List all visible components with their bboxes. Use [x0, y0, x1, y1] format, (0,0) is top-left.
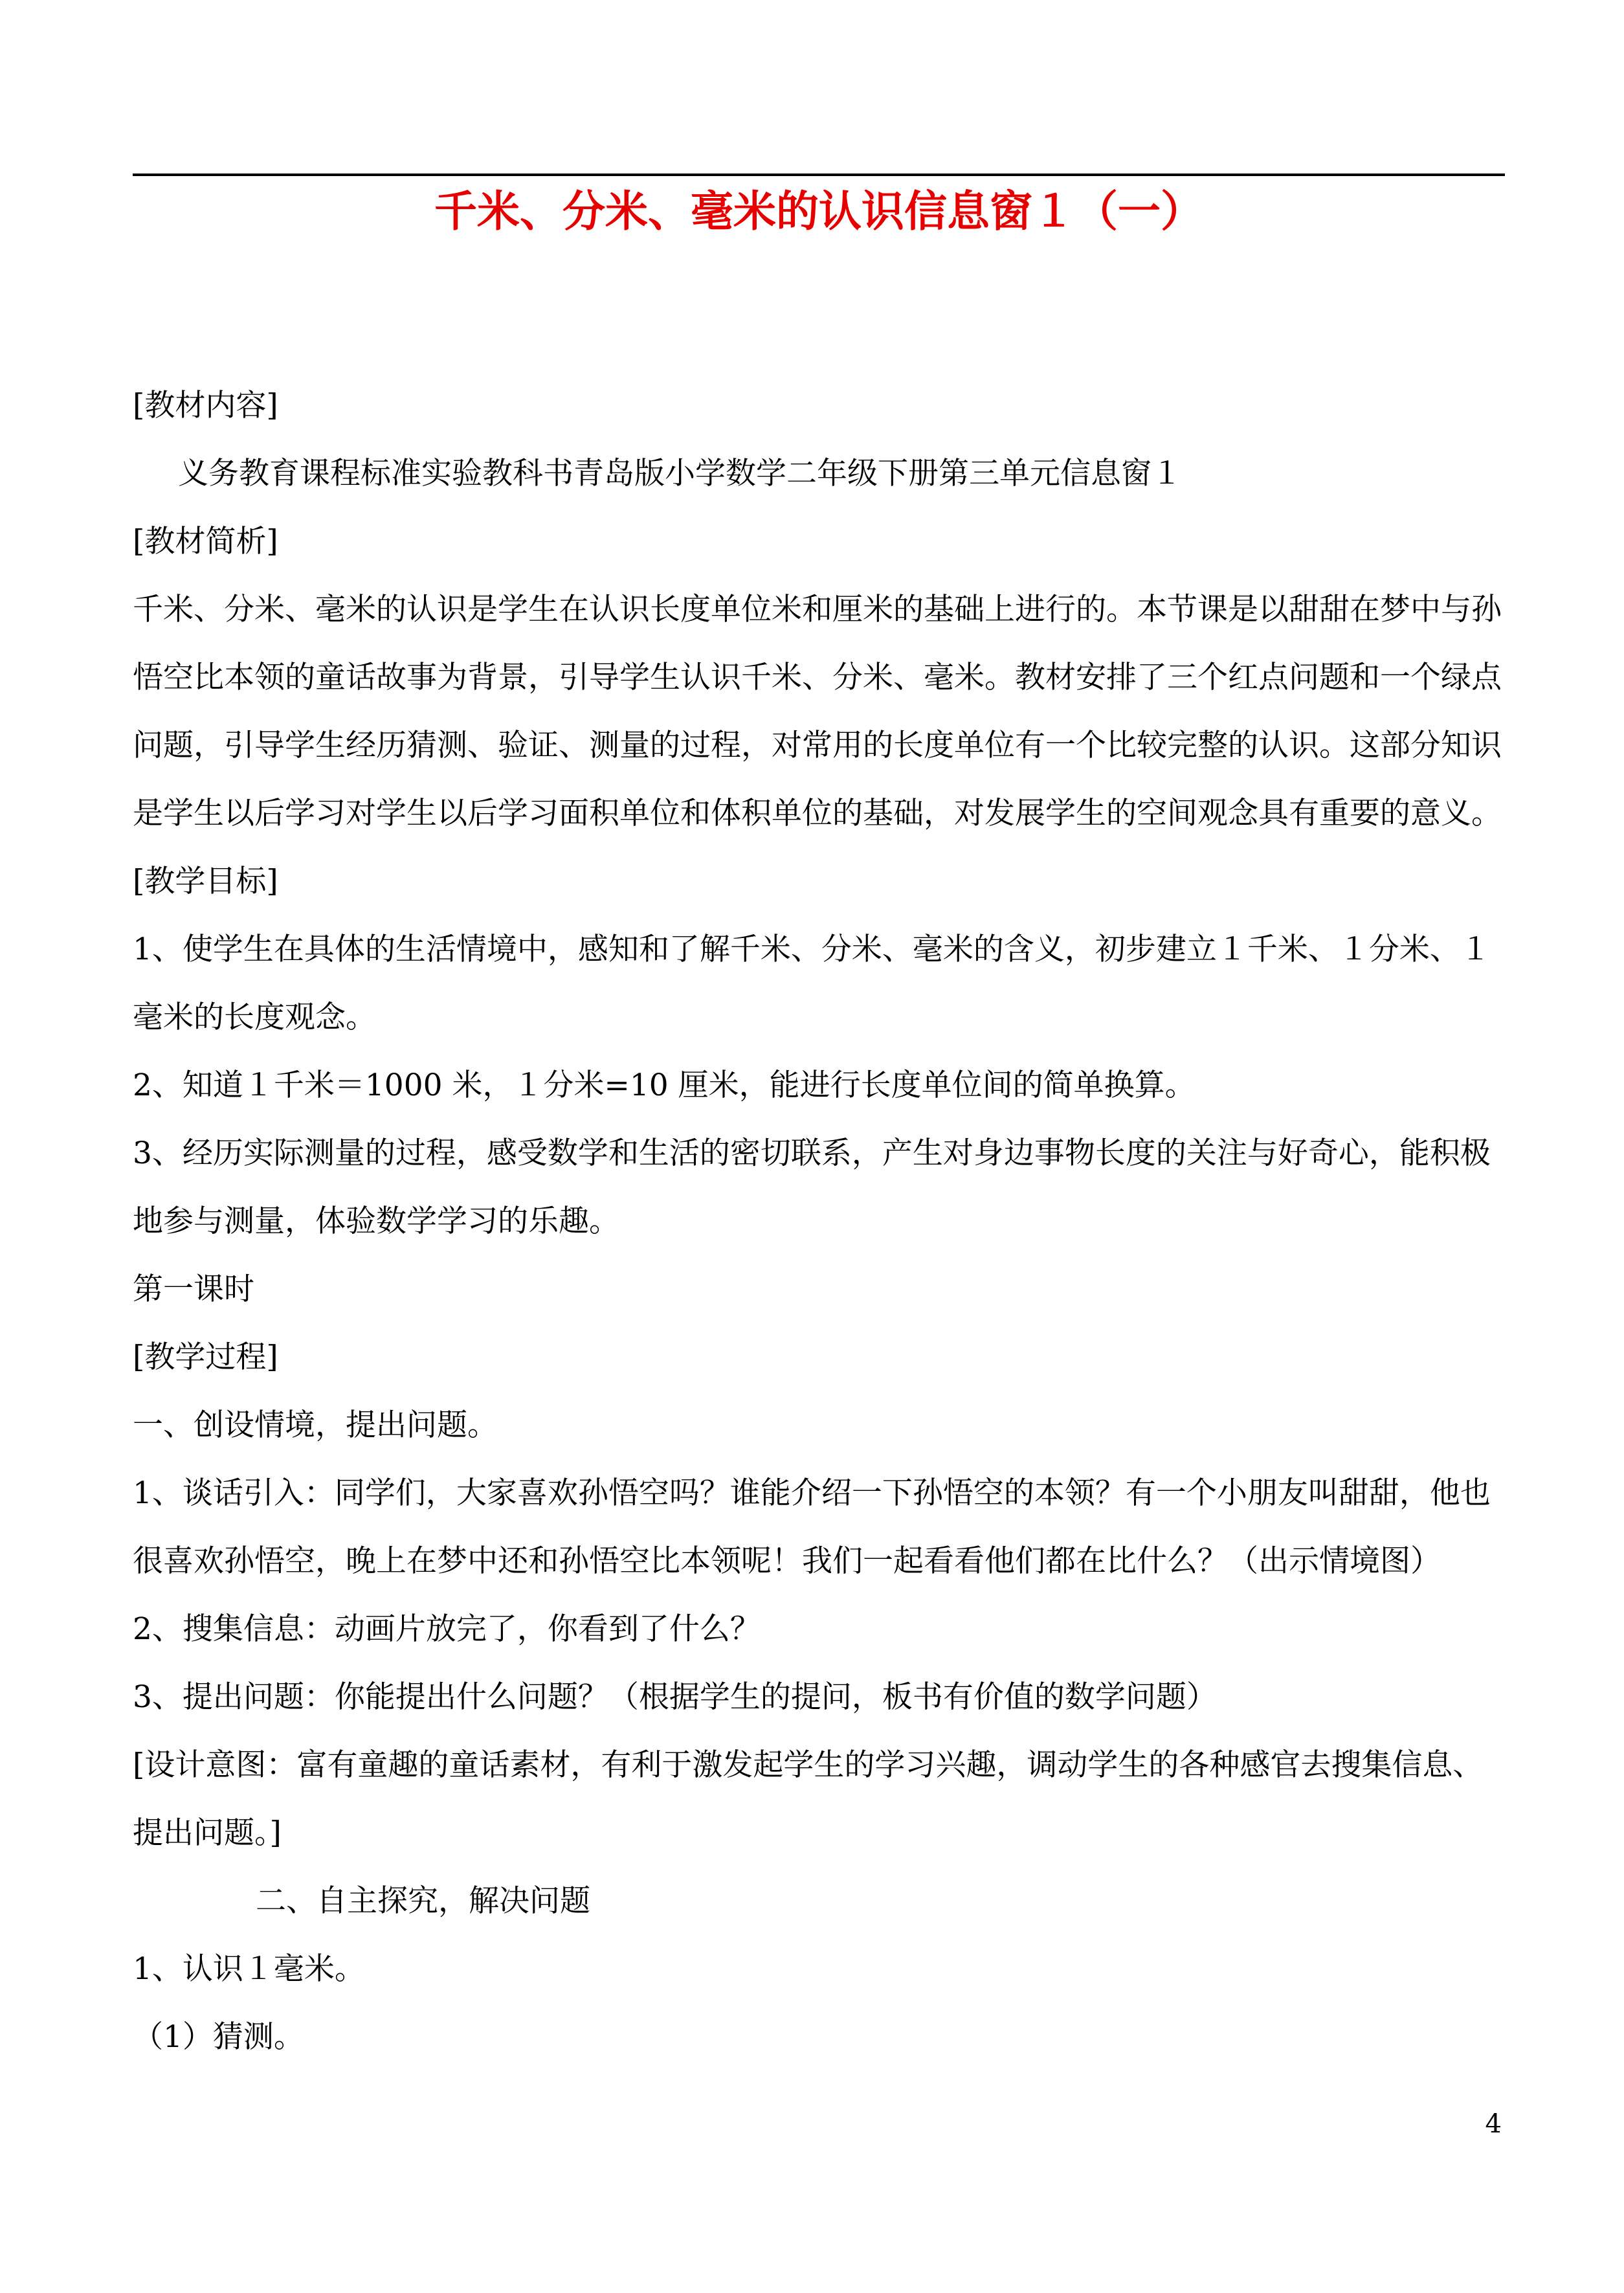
content-text: 义务教育课程标准实验教科书青岛版小学数学二年级下册第三单元信息窗１ — [178, 456, 1182, 491]
analysis-text: 千米、分米、毫米的认识是学生在认识长度单位米和厘米的基础上进行的。本节课是以甜甜在梦中与孙悟空比本领的童话故事为背景，引导学生认识千米、分米、毫米。教材安排了三个红点问题和一个绿点问题，引导学生经历猜测、验证、测量的过程，对常用的长度单位有一个比较完整的认识。这部分知识是学生以后学习对学生以后学习面积单位和体积单位的基础，对发展学生的空间观念具有重要的意义。 — [133, 592, 1502, 831]
section-heading-goals: [教学目标] — [133, 864, 278, 899]
process-step-2-heading: 二、自主探究，解决问题 — [256, 1883, 590, 1919]
section-heading-process: [教学过程] — [133, 1339, 278, 1375]
process-step-1-heading: 一、创设情境，提出问题。 — [133, 1407, 498, 1443]
section-heading-content: [教材内容] — [133, 388, 278, 423]
section-heading-analysis: [教材简析] — [133, 524, 278, 559]
process-step-1-1: 1、谈话引入：同学们，大家喜欢孙悟空吗？谁能介绍一下孙悟空的本领？有一个小朋友叫甜甜，他也很喜欢孙悟空，晚上在梦中还和孙悟空比本领呢！我们一起看看他们都在比什么？（出示情境图） — [133, 1475, 1491, 1579]
page-number: 4 — [1485, 2109, 1502, 2139]
document-body — [133, 372, 1505, 2071]
goal-item-3: 3、经历实际测量的过程，感受数学和生活的密切联系，产生对身边事物长度的关注与好奇心，能积极地参与测量，体验数学学习的乐趣。 — [133, 1135, 1491, 1239]
document-title: 千米、分米、毫米的认识信息窗１（一） — [434, 186, 1203, 236]
lesson-label: 第一课时 — [133, 1271, 254, 1307]
process-step-1-2: 2、搜集信息：动画片放完了，你看到了什么？ — [133, 1611, 761, 1647]
goal-item-1: 1、使学生在具体的生活情境中，感知和了解千米、分米、毫米的含义，初步建立１千米、１分米、１毫米的长度观念。 — [133, 932, 1491, 1035]
design-intent: [设计意图：富有童趣的童话素材，有利于激发起学生的学习兴趣，调动学生的各种感官去搜集信息、提出问题。] — [133, 1747, 1484, 1851]
process-step-2-1: 1、认识１毫米。 — [133, 1951, 365, 1987]
header-rule — [133, 173, 1505, 176]
goal-item-2: 2、知道１千米＝1000 米，１分米=10 厘米，能进行长度单位间的简单换算。 — [133, 1068, 1196, 1103]
process-step-2-1-1: （1）猜测。 — [133, 2019, 304, 2055]
process-step-1-3: 3、提出问题：你能提出什么问题？（根据学生的提问，板书有价值的数学问题） — [133, 1679, 1217, 1715]
